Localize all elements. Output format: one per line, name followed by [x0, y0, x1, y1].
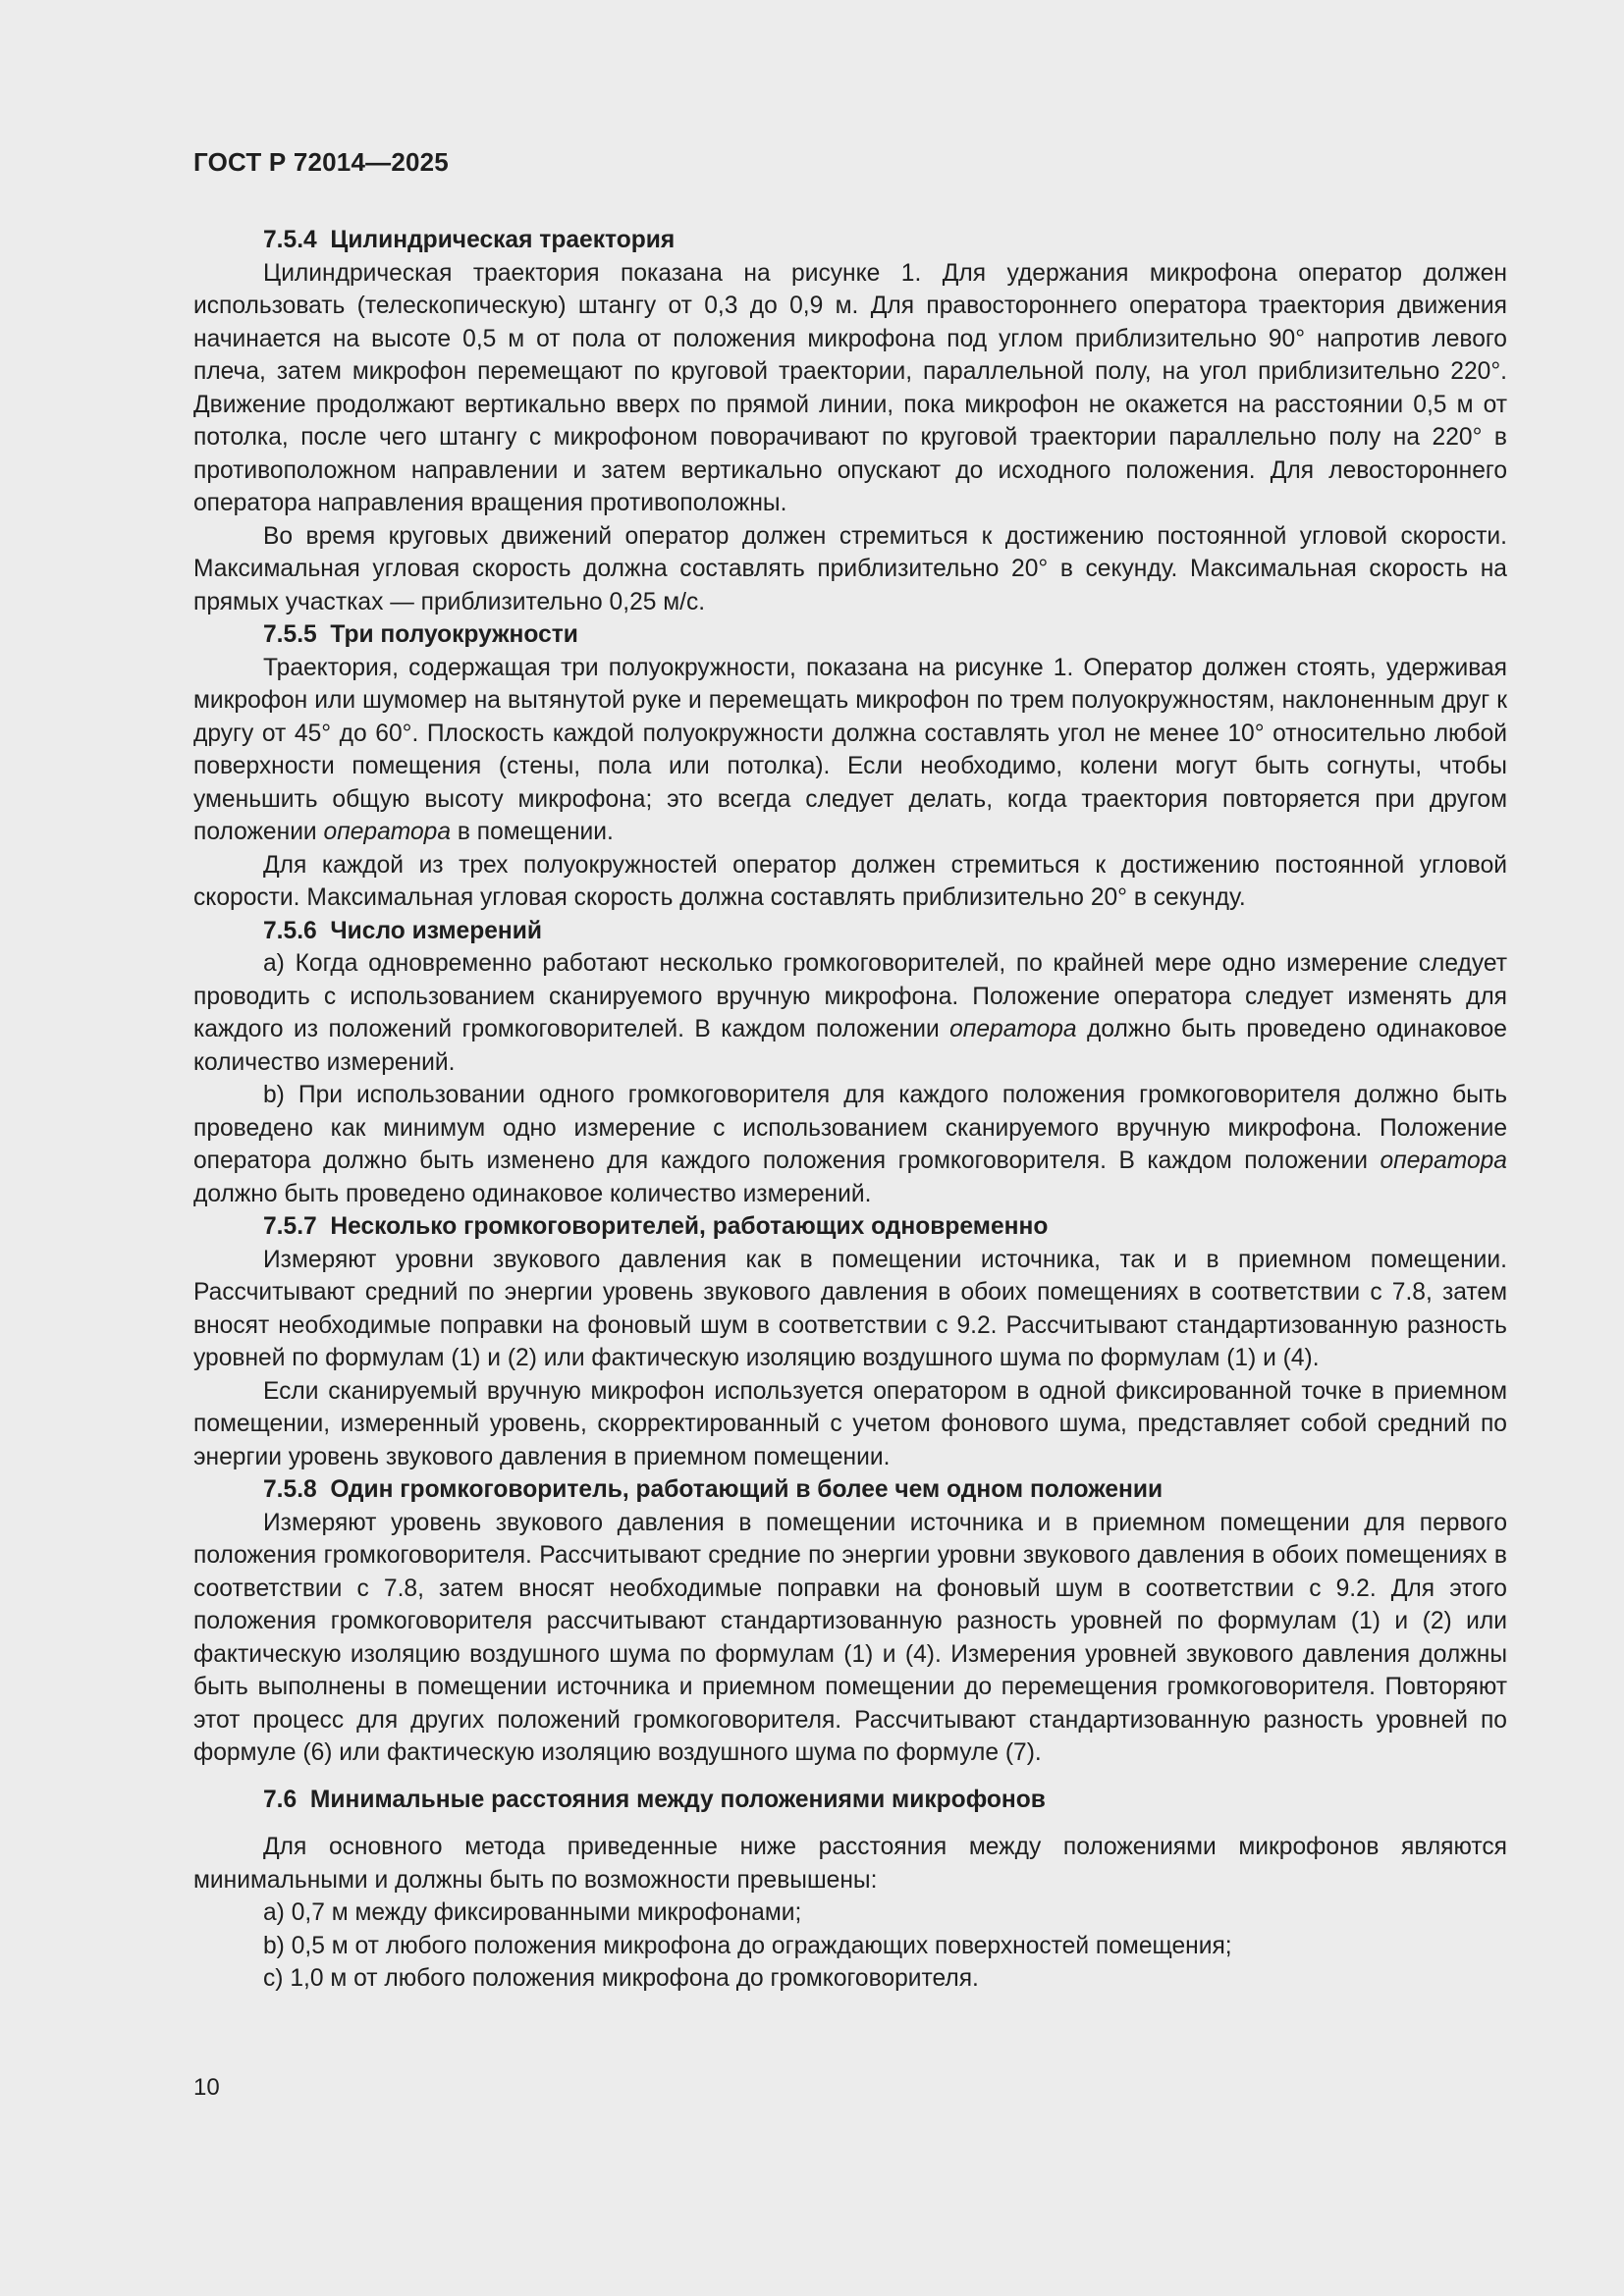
paragraph: Траектория, содержащая три полуокружности, показана на рисунке 1. Оператор должен стоять, удерживая микрофон или шумомер на вытянутой руке и перемещать микрофон по трем полуокружностям, наклоненным друг к другу от 45° до 60°. Плоскость каждой полуокружности должна составлять угол не менее 10° относительно любой поверхности помещения (стены, пола или потолка). Если необходимо, колени могут быть согнуты, чтобы уменьшить общую высоту микрофона; это всегда следует делать, когда траектория повторяется при другом положении оператора в помещении.	[193, 654, 1507, 845]
list-item: b) При использовании одного громкоговорителя для каждого положения громкоговорителя должно быть проведено как минимум одно измерение с использованием сканируемого вручную микрофона. Положение оператора должно быть изменено для каждого положения громкоговорителя. В каждом положении оператора должно быть проведено одинаковое количество измерений.	[193, 1082, 1508, 1207]
paragraph: Цилиндрическая траектория показана на рисунке 1. Для удержания микрофона оператор должен использовать (телескопическую) штангу от 0,3 до 0,9 м. Для правостороннего оператора траектория движения начинается на высоте 0,5 м от пола от положения микрофона под углом приблизительно 90° напротив левого плеча, затем микрофон перемещают по круговой траектории, параллельной полу, на угол приблизительно 220°. Движение продолжают вертикально вверх по прямой линии, пока микрофон не окажется на расстоянии 0,5 м от потолка, после чего штангу с микрофоном поворачивают по круговой траектории параллельно полу на 220° в противоположном направлении и затем вертикально опускают до исходного положения. Для левостороннего оператора направления вращения противоположны.	[193, 259, 1507, 516]
section-number: 7.5.5	[263, 621, 317, 648]
list-item: c) 1,0 м от любого положения микрофона до громкоговорителя.	[263, 1965, 979, 1992]
section-title: Минимальные расстояния между положениями микрофонов	[309, 1786, 1046, 1813]
section-number: 7.5.8	[263, 1476, 317, 1503]
list-marker: a)	[263, 1899, 285, 1926]
section-title: Цилиндрическая траектория	[330, 227, 676, 253]
section-heading-7-5-5	[193, 618, 1507, 652]
document-body	[193, 224, 1507, 1996]
paragraph: Если сканируемый вручную микрофон используется оператором в одной фиксированной точке в приемном помещении, измеренный уровень, скорректированный с учетом фонового шума, представляет собой средний по энергии уровень звукового давления в приемном помещении.	[193, 1377, 1507, 1470]
list-marker: c)	[263, 1965, 284, 1992]
list-marker: b)	[263, 1082, 285, 1108]
paragraph: Для основного метода приведенные ниже расстояния между положениями микрофонов являются минимальными и должны быть по возможности превышены:	[193, 1834, 1507, 1894]
list-marker: a)	[263, 950, 285, 977]
page-number: 10	[193, 2074, 220, 2101]
emphasis: оператора	[323, 819, 452, 845]
list-marker: b)	[263, 1932, 285, 1959]
emphasis: оператора	[1380, 1148, 1507, 1174]
section-number: 7.5.7	[263, 1213, 317, 1240]
section-number: 7.5.4	[263, 227, 317, 253]
paragraph: Для каждой из трех полуокружностей оператор должен стремиться к достижению постоянной угловой скорости. Максимальная угловая скорость должна составлять приблизительно 20° в секунду.	[193, 851, 1507, 911]
section-title: Один громкоговоритель, работающий в более чем одном положении	[330, 1476, 1164, 1503]
section-title: Несколько громкоговорителей, работающих одновременно	[330, 1213, 1049, 1240]
section-number: 7.6	[263, 1786, 298, 1813]
section-heading-7-5-8	[193, 1473, 1507, 1507]
section-number: 7.5.6	[263, 917, 317, 944]
section-heading-7-5-4	[193, 224, 1507, 257]
document-header: ГОСТ Р 72014—2025	[193, 147, 449, 177]
section-title: Три полуокружности	[330, 621, 578, 648]
list-item: b) 0,5 м от любого положения микрофона до ограждающих поверхностей помещения;	[263, 1932, 1232, 1959]
list-item: a) Когда одновременно работают несколько громкоговорителей, по крайней мере одно измерение следует проводить с использованием сканируемого вручную микрофона. Положение оператора следует изменять для каждого из положений громкоговорителей. В каждом положении оператора должно быть проведено одинаковое количество измерений.	[193, 950, 1507, 1076]
list-item: a) 0,7 м между фиксированными микрофонами;	[263, 1899, 802, 1926]
paragraph: Во время круговых движений оператор должен стремиться к достижению постоянной угловой скорости. Максимальная угловая скорость должна составлять приблизительно 20° в секунду. Максимальная скорость на прямых участках — приблизительно 0,25 м/с.	[193, 522, 1507, 615]
paragraph: Измеряют уровень звукового давления в помещении источника и в приемном помещении для первого положения громкоговорителя. Рассчитывают средние по энергии уровни звукового давления в обоих помещениях в соответствии с 7.8, затем вносят необходимые поправки на фоновый шум в соответствии с 9.2. Для этого положения громкоговорителя рассчитывают стандартизованную разность уровней по формулам (1) и (2) или фактическую изоляцию воздушного шума по формулам (1) и (4). Измерения уровней звукового давления должны быть выполнены в помещении источника и приемном помещении до перемещения громкоговорителя. Повторяют этот процесс для других положений громкоговорителя. Рассчитывают стандартизованную разность уровней по формуле (6) или фактическую изоляцию воздушного шума по формуле (7).	[193, 1509, 1507, 1766]
emphasis: оператора	[949, 1016, 1077, 1042]
section-heading-7-5-7	[193, 1210, 1507, 1244]
section-title: Число измерений	[330, 917, 543, 944]
section-heading-7-6	[193, 1784, 1507, 1817]
section-heading-7-5-6	[193, 915, 1507, 948]
paragraph: Измеряют уровни звукового давления как в помещении источника, так и в приемном помещении. Рассчитывают средний по энергии уровень звукового давления в обоих помещениях в соответствии с 7.8, затем вносят необходимые поправки на фоновый шум в соответствии с 9.2. Рассчитывают стандартизованную разность уровней по формулам (1) и (2) или фактическую изоляцию воздушного шума по формулам (1) и (4).	[193, 1246, 1507, 1371]
